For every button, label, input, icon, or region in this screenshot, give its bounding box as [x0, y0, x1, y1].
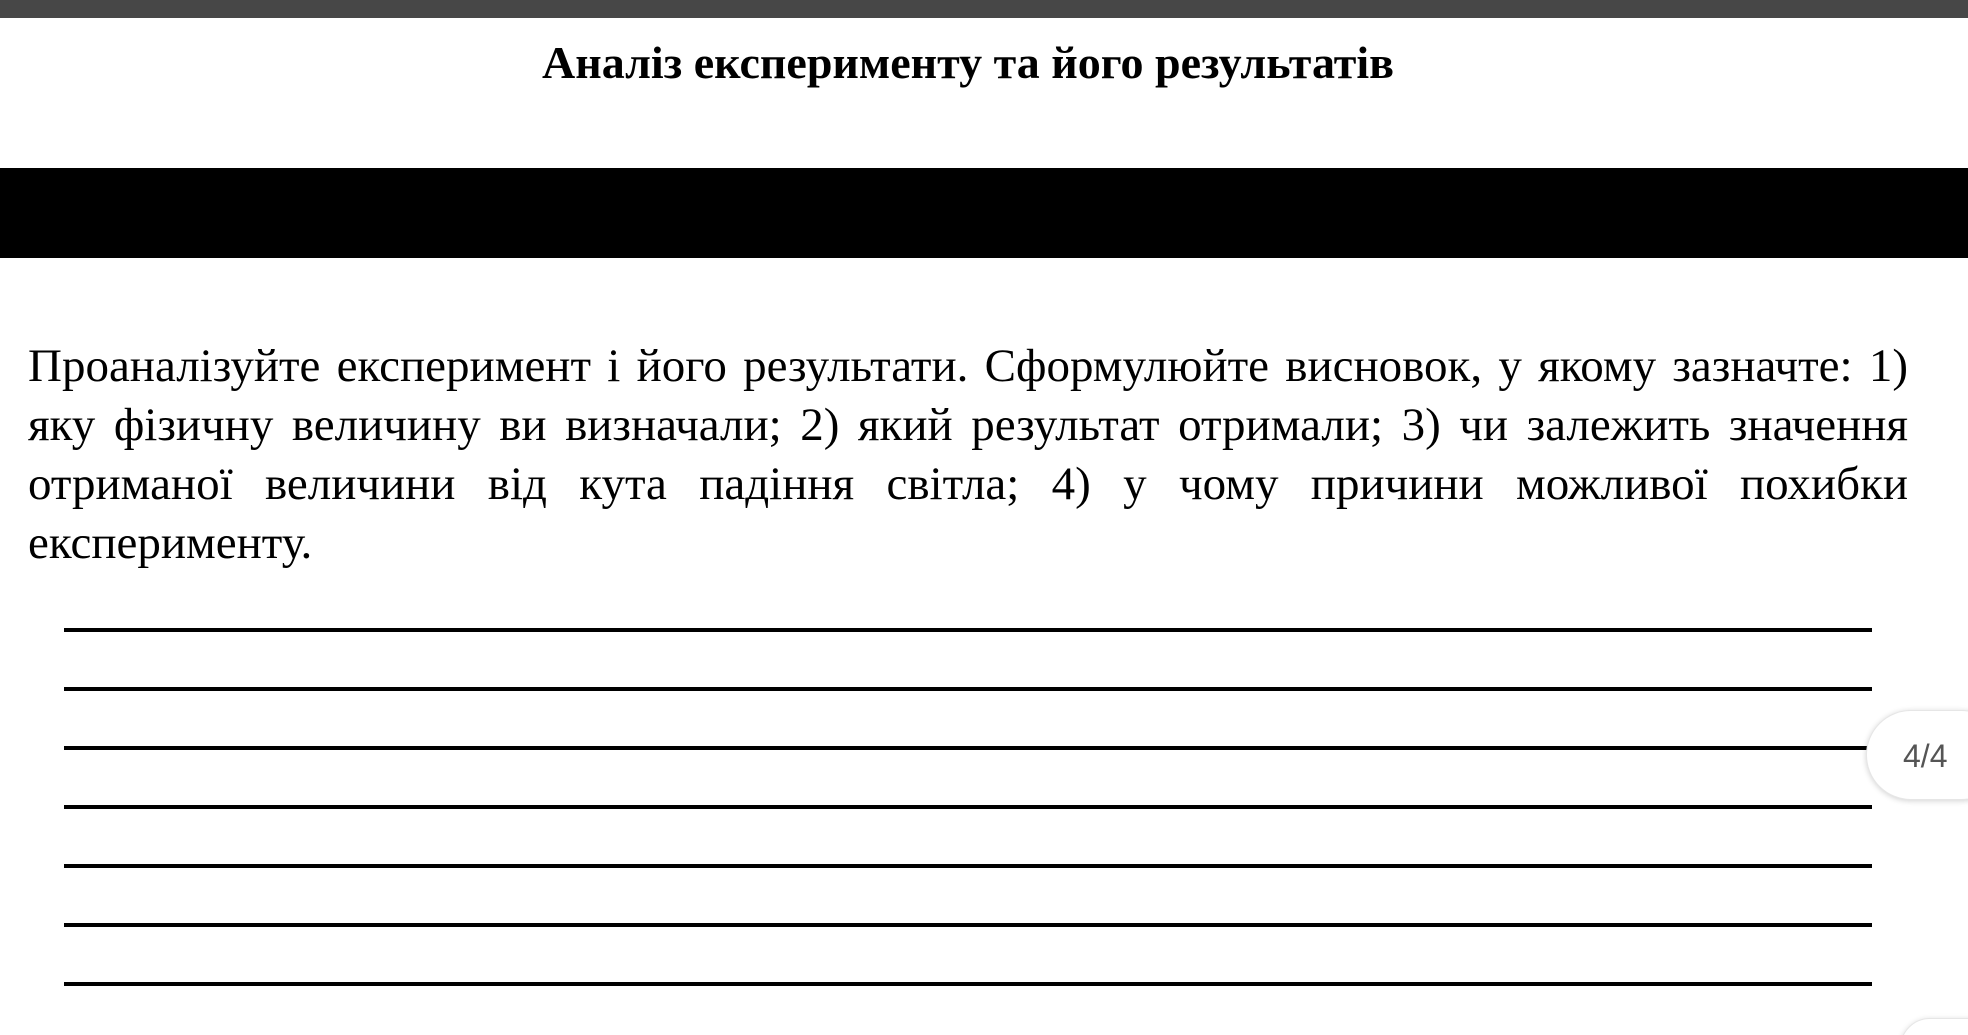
page-indicator-label: 4/4 [1903, 738, 1948, 774]
page-title: Аналіз експерименту та його результатів [542, 37, 1394, 88]
answer-line [64, 982, 1872, 986]
redacted-band [0, 168, 1968, 258]
answer-line [64, 628, 1872, 632]
answer-line [64, 746, 1872, 750]
answer-line [64, 805, 1872, 809]
answer-line [64, 687, 1872, 691]
page-indicator[interactable] [1866, 710, 1968, 800]
task-instruction: Проаналізуйте експеримент і його результати. Сформулюйте висновок, у якому зазначте: 1) яку фізичну величину ви визначали; 2) який результат отримали; 3) чи залежить значення отриманої величини від кута падіння світла; 4) у чому причини можливої похибки експерименту. [28, 340, 1908, 569]
floating-control[interactable] [1900, 1018, 1968, 1035]
answer-line [64, 864, 1872, 868]
top-toolbar-strip [0, 0, 1968, 18]
answer-lines [64, 628, 1872, 1035]
answer-line [64, 923, 1872, 927]
